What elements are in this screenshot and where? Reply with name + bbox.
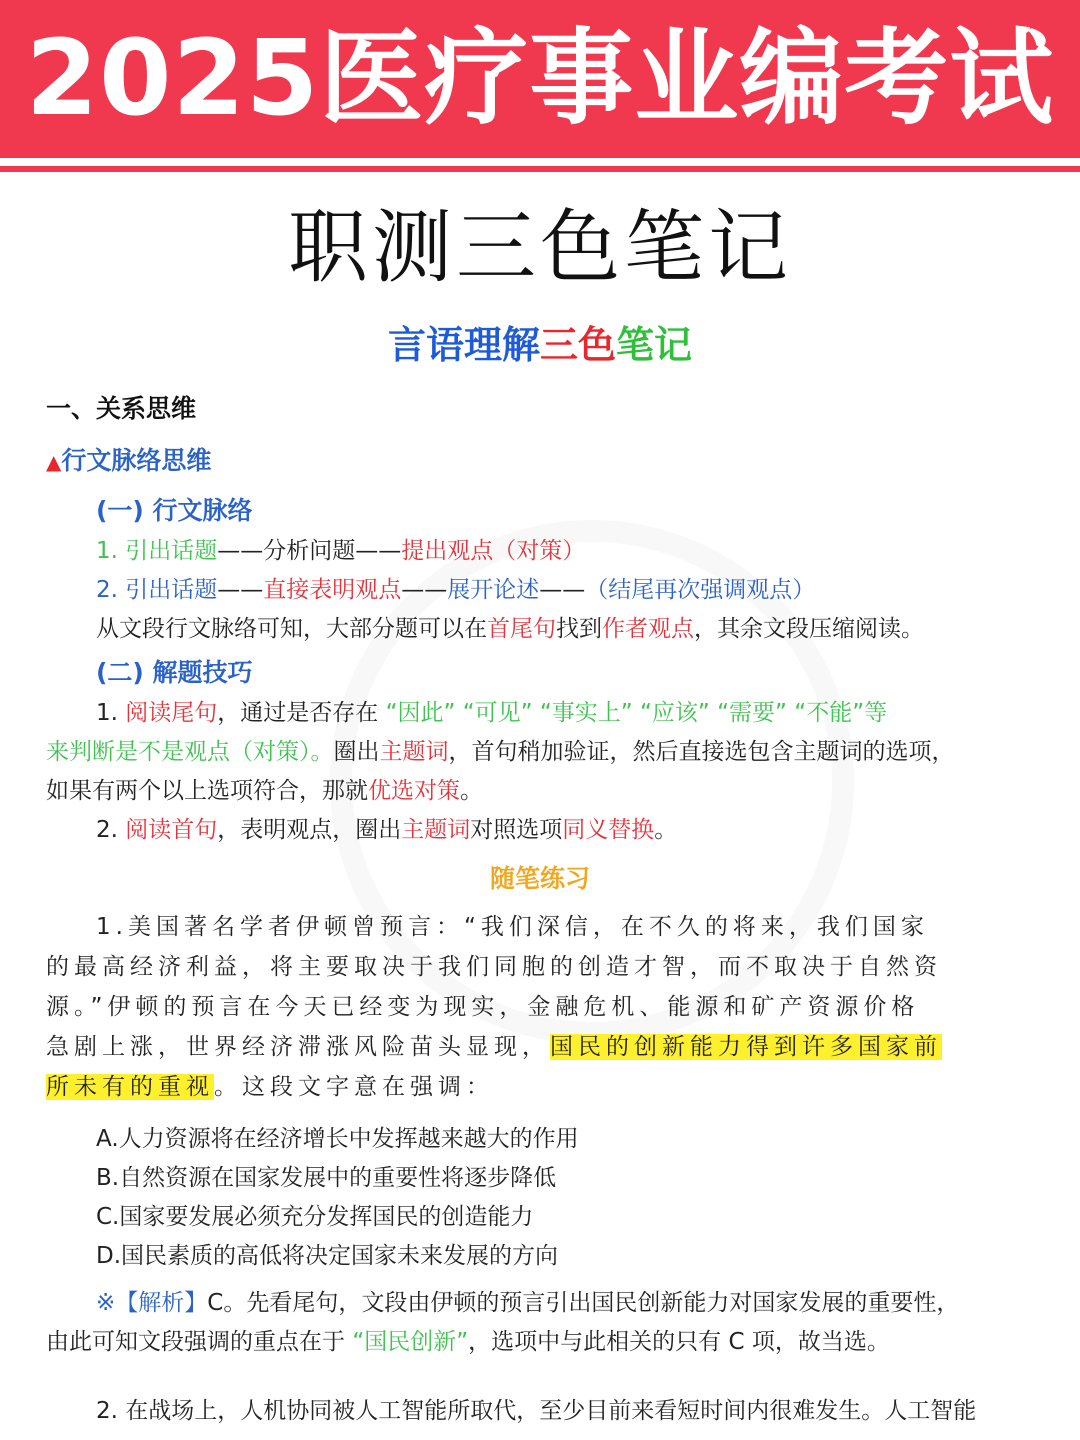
p1-l2-b: 圈出: [333, 739, 380, 765]
line2-a: 引出话题: [125, 577, 218, 603]
analysis-l2b: “国民创新”: [352, 1329, 469, 1355]
p1-l2-a: 来判断是不是观点（对策）。: [46, 739, 334, 765]
p1-b: 阅读尾句: [125, 700, 218, 726]
line2-c: 展开论述: [447, 577, 540, 603]
q1-option-d: D.国民素质的高低将决定国家未来发展的方向: [96, 1243, 559, 1269]
section-heading: 一、关系思维: [46, 394, 197, 423]
doc-title-part2: 三色: [539, 323, 616, 367]
p2-g: 。: [654, 817, 678, 843]
q1-option-b: B.自然资源在国家发展中的重要性将逐步降低: [96, 1165, 557, 1191]
banner-divider: [0, 166, 1080, 172]
q1-analysis-line2: [46, 1325, 1036, 1359]
summary-b: 首尾句: [487, 616, 556, 642]
line1-a: 引出话题: [125, 538, 218, 564]
p2-f: 同义替换: [562, 817, 655, 843]
p2-b: 阅读首句: [125, 817, 218, 843]
sub2-heading: (二) 解题技巧: [96, 658, 253, 687]
p2-d: 主题词: [401, 817, 471, 843]
sub2-p1-line3: [46, 774, 1036, 808]
q1-option-a: A.人力资源将在经济增长中发挥越来越大的作用: [96, 1126, 579, 1152]
line1-sep1: ——: [217, 538, 264, 564]
analysis-l1: C。先看尾句，文段由伊顿的预言引出国民创新能力对国家发展的重要性，: [207, 1290, 960, 1316]
q1-highlight-1: 国民的创新能力得到许多国家前: [550, 1034, 942, 1060]
sub2-p1-line2: [46, 735, 1036, 769]
analysis-l2c: ，选项中与此相关的只有 C 项，故当选。: [468, 1329, 890, 1355]
doc-title: [0, 320, 1080, 370]
q1-analysis-line1: [96, 1286, 1036, 1320]
summary-c: 找到: [556, 616, 602, 642]
line1-num: 1.: [96, 538, 126, 564]
line2-sep3: ——: [539, 577, 586, 603]
q1-line5: [46, 1070, 1036, 1104]
p1-l3-b: 优选对策: [368, 778, 460, 804]
q1-l4a: 急剧上涨，世界经济滞涨风险苗头显现，: [46, 1034, 550, 1060]
p2-num: 2.: [96, 817, 126, 843]
practice-heading: 随笔练习: [489, 864, 590, 893]
q1-line3: 源。”伊顿的预言在今天已经变为现实，金融危机、能源和矿产资源价格: [46, 994, 920, 1020]
p2-c: ，表明观点，圈出: [217, 817, 402, 843]
triangle-icon: ▲: [46, 450, 62, 474]
analysis-mark: ※【解析】: [96, 1290, 208, 1316]
sub1-heading: (一) 行文脉络: [96, 496, 253, 525]
summary-a: 从文段行文脉络可知，大部分题可以在: [96, 616, 487, 642]
sub1-summary: [96, 612, 1080, 646]
p1-l2-c: 主题词: [379, 739, 449, 765]
sub1-line1: [96, 534, 1080, 568]
p1-num: 1.: [96, 700, 126, 726]
line2-sep2: ——: [401, 577, 448, 603]
summary-e: ，其余文段压缩阅读。: [694, 616, 924, 642]
line1-c: 提出观点（对策）: [401, 538, 586, 564]
doc-title-part1: 言语理解: [387, 323, 540, 367]
q1-line1: 1.美国著名学者伊顿曾预言：“我们深信，在不久的将来，我们国家: [96, 914, 929, 940]
p1-c: ，通过是否存在: [217, 700, 386, 726]
doc-title-part3: 笔记: [616, 323, 693, 367]
summary-d: 作者观点: [602, 616, 694, 642]
p1-l3-c: 。: [460, 778, 483, 804]
q1-l5b: 。这段文字意在强调：: [214, 1074, 494, 1100]
line2-d: （结尾再次强调观点）: [585, 577, 816, 603]
p1-l3-a: 如果有两个以上选项符合，那就: [46, 778, 368, 804]
line2-sep1: ——: [217, 577, 264, 603]
p1-d: “因此” “可见” “事实上” “应该” “需要” “不能”等: [385, 700, 888, 726]
q1-highlight-2: 所未有的重视: [46, 1074, 214, 1100]
q1-line2: 的最高经济利益，将主要取决于我们同胞的创造才智，而不取决于自然资: [46, 954, 942, 980]
analysis-l2a: 由此可知文段强调的重点在于: [46, 1329, 353, 1355]
subtitle: 职测三色笔记: [288, 201, 792, 294]
line2-b: 直接表明观点: [263, 577, 402, 603]
sub2-p1-line1: [96, 696, 1036, 730]
line1-sep2: ——: [355, 538, 402, 564]
line2-num: 2.: [96, 577, 126, 603]
sub2-p2: [96, 813, 1080, 847]
subheading-text: 行文脉络思维: [61, 446, 212, 475]
q2-line1: 2. 在战场上，人机协同被人工智能所取代，至少目前来看短时间内很难发生。人工智能: [96, 1398, 977, 1424]
section-subheading: [46, 444, 1036, 479]
line1-b: 分析问题: [263, 538, 356, 564]
sub1-line2: [96, 573, 1080, 607]
banner-title: 2025医疗事业编考试: [25, 17, 1055, 139]
p2-e: 对照选项: [470, 817, 563, 843]
q1-option-c: C.国家要发展必须充分发挥国民的创造能力: [96, 1204, 534, 1230]
p1-l2-d: ，首句稍加验证，然后直接选包含主题词的选项，: [448, 739, 955, 765]
q1-line4: [46, 1030, 1036, 1064]
